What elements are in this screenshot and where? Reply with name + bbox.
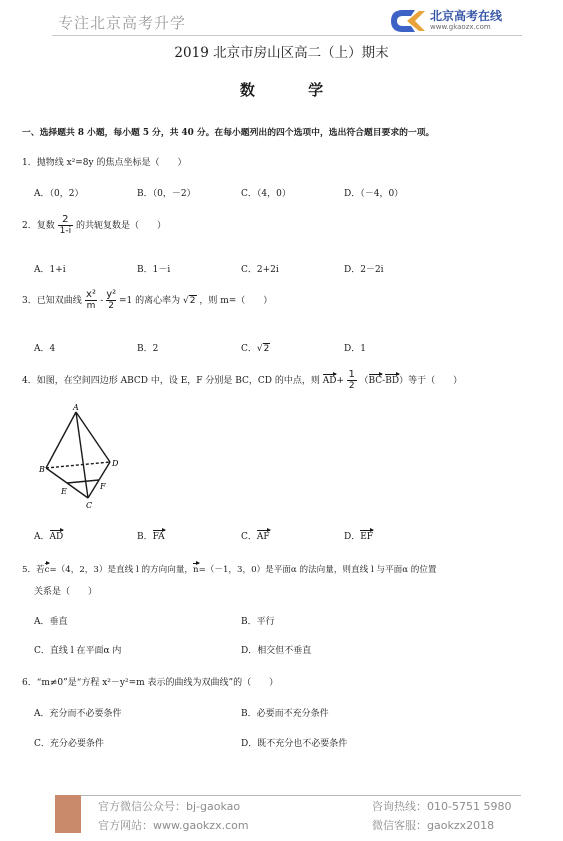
question-1-option-b: B．（0，－2）: [137, 189, 196, 199]
question-3-sqrt-radicand: 2: [189, 296, 196, 306]
question-3-numerator-x: x²: [86, 289, 96, 300]
footer-wechat: 官方微信公众号：bj-gaokao: [98, 800, 241, 813]
question-3-option-c-label: C．: [241, 344, 257, 354]
footer-accent-bar: [55, 795, 81, 833]
question-3-option-a: A．4: [34, 344, 56, 354]
footer-divider: [55, 795, 521, 796]
logo-url: www.gkaozx.com: [430, 23, 491, 31]
question-6-stem: 6．“m≠0”是“方程 x²－y²=m 表示的曲线为双曲线”的（ ）: [22, 678, 279, 688]
question-4-option-a-vector: AD: [49, 532, 64, 542]
question-4-option-b: [137, 529, 165, 542]
question-3-fraction-x: [85, 290, 98, 311]
question-4-text-pre: 4．如图，在空间四边形 ABCD 中，设 E，F 分别是 BC，CD 的中点，则: [22, 376, 320, 386]
question-1-option-a: A．（0，2）: [34, 189, 84, 199]
question-4-option-d-label: D．: [344, 532, 361, 542]
vertex-c-label: C: [86, 501, 93, 510]
question-1-option-d: D．（－4，0）: [344, 189, 404, 199]
question-2-text-pre: 2．复数: [22, 221, 55, 231]
footer-site: 官方网站：www.gaokzx.com: [98, 819, 249, 832]
question-2-option-c: C．2+2i: [241, 265, 279, 275]
question-5-option-b: B．平行: [241, 617, 275, 627]
question-2-stem: [22, 215, 166, 236]
question-2-numerator: 2: [62, 214, 69, 225]
question-4-fraction-half: [347, 370, 357, 391]
question-5-vector-n: n: [193, 565, 199, 575]
question-3-option-b: B．2: [137, 344, 159, 354]
vertex-b-label: B: [39, 465, 45, 474]
question-6-option-b: B．必要而不充分条件: [241, 709, 329, 719]
question-3-fraction-y: [106, 290, 116, 311]
question-2-denominator: 1-i: [59, 226, 72, 236]
question-3-option-c: [241, 341, 270, 354]
question-4-option-b-vector: FA: [152, 532, 165, 542]
question-5-option-c: C．直线 l 在平面α 内: [34, 646, 122, 656]
question-4-fraction-den: 2: [348, 381, 355, 391]
question-1-option-c: C．（4，0）: [241, 189, 291, 199]
question-3-stem: [22, 290, 272, 311]
question-4-option-c: [241, 529, 270, 542]
question-4-minus: -: [382, 376, 386, 386]
question-3-numerator-y: y²: [106, 289, 117, 300]
question-2-text-post: 的共轭复数是（ ）: [75, 221, 166, 231]
header-divider: [52, 35, 522, 36]
question-2-fraction: [58, 215, 73, 236]
question-3-option-c-radicand: 2: [263, 344, 270, 354]
question-6-option-d: D．既不充分也不必要条件: [241, 739, 348, 749]
question-3-minus: -: [100, 296, 104, 306]
question-5-vector-c: c: [44, 565, 50, 575]
question-3-option-c-sqrt: √2: [256, 344, 270, 354]
question-2-option-d: D．2－2i: [344, 265, 384, 275]
question-4-option-d: [344, 529, 373, 542]
question-4-vector-bc: BC: [368, 376, 383, 386]
question-4-option-d-vector: EF: [360, 532, 374, 542]
question-2-option-b: B．1－i: [137, 265, 171, 275]
question-4-option-a: [34, 529, 63, 542]
question-5-text-post: =（－1，3，0）是平面α 的法向量，则直线 l 与平面α 的位置: [198, 565, 437, 575]
point-f-label: F: [100, 482, 106, 491]
footer-service: 微信客服：gaokzx2018: [372, 819, 495, 832]
question-4-option-b-label: B．: [137, 532, 153, 542]
question-3-denominator-m: m: [86, 301, 96, 311]
question-3-text-eq: =1 的离心率为: [119, 296, 181, 306]
section-heading: 一、选择题共 8 小题，每小题 5 分，共 40 分。在每小题列出的四个选项中，选出符合题目要求的一项。: [22, 128, 435, 138]
vertex-a-label: A: [73, 403, 79, 412]
question-5-stem-line2: 关系是（ ）: [34, 587, 98, 597]
question-4-vector-bd: BD: [385, 376, 400, 386]
question-4-option-a-label: A．: [34, 532, 50, 542]
question-5-option-a: A．垂直: [34, 617, 68, 627]
question-3-text-post: ，则 m=（ ）: [199, 296, 273, 306]
question-5-stem: [22, 563, 437, 575]
question-3-sqrt: √2: [183, 296, 196, 306]
header-slogan: 专注北京高考升学: [58, 14, 187, 32]
question-3-option-d: D．1: [344, 344, 366, 354]
point-e-label: E: [61, 487, 67, 496]
tetrahedron-diagram: [38, 402, 120, 514]
vertex-d-label: D: [112, 459, 119, 468]
question-5-text-pre: 5．若: [22, 565, 45, 575]
question-1-stem: 1．抛物线 x²=8y 的焦点坐标是（ ）: [22, 158, 187, 168]
question-4-stem: [22, 370, 462, 391]
question-4-paren-open: （: [359, 376, 369, 386]
question-5-option-d: D．相交但不垂直: [241, 646, 312, 656]
question-4-text-post: ）等于（ ）: [399, 376, 463, 386]
question-4-option-c-vector: AF: [256, 532, 270, 542]
question-5-text-mid: =（4，2，3）是直线 l 的方向向量，: [49, 565, 194, 575]
footer-hotline: 咨询热线：010-5751 5980: [372, 800, 512, 813]
question-3-denominator-2: 2: [106, 300, 116, 311]
question-4-fraction-num: 1: [348, 369, 355, 380]
question-6-option-a: A．充分而不必要条件: [34, 709, 122, 719]
question-3-text-pre: 3．已知双曲线: [22, 296, 82, 306]
question-2-option-a: A．1+i: [34, 265, 66, 275]
question-4-vector-ad: AD: [322, 376, 337, 386]
question-6-option-c: C．充分必要条件: [34, 739, 104, 749]
question-4-plus: +: [336, 376, 344, 386]
logo-title: 北京高考在线: [430, 9, 503, 23]
question-4-option-c-label: C．: [241, 532, 257, 542]
subject-title: 数 学: [239, 81, 348, 99]
page-title: 2019 北京市房山区高二（上）期末: [174, 45, 389, 61]
